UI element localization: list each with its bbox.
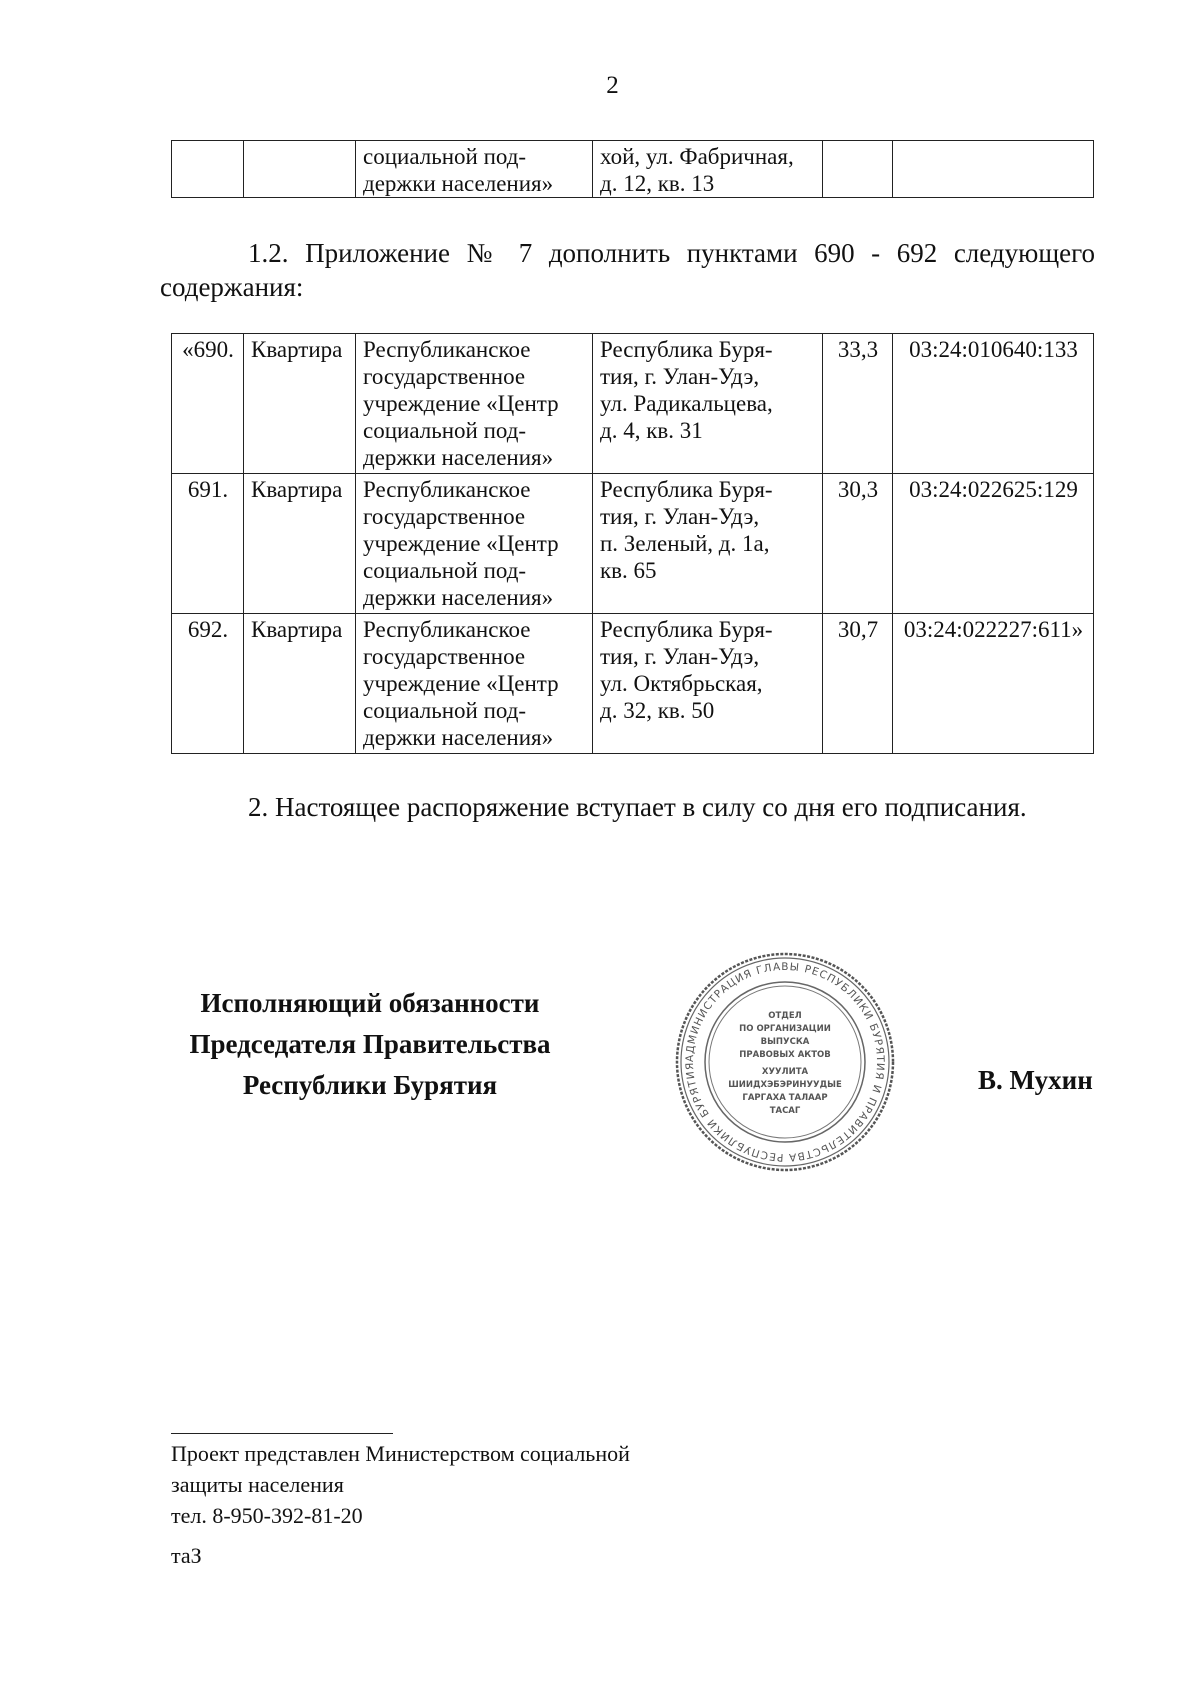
cell-area: 30,3 (823, 474, 893, 614)
table-row (172, 334, 1094, 474)
footnote-line: защиты населения (171, 1472, 344, 1497)
cell-line: Республиканское (363, 337, 531, 362)
cell-address (593, 334, 823, 474)
author-initials: таЗ (171, 1543, 202, 1568)
page-number: 2 (606, 72, 619, 99)
cell-line: п. Зеленый, д. 1а, (600, 531, 770, 556)
cell-item-number: 691. (172, 474, 244, 614)
seal-line: ОТДЕЛ (768, 1011, 802, 1021)
signatory-title (160, 983, 580, 1106)
cell-line: д. 32, кв. 50 (600, 698, 715, 723)
seal-outer-text: АДМИНИСТРАЦИЯ ГЛАВЫ РЕСПУБЛИКИ БУРЯТИЯ И ПРАВИТЕЛЬСТВА РЕСПУБЛИКИ БУРЯТИЯ (683, 960, 887, 1164)
cell-cadastral-number: 03:24:022625:129 (893, 474, 1094, 614)
cell-holder (356, 334, 593, 474)
cell-line: держки населения» (363, 725, 554, 750)
cell-line: Республиканское (363, 477, 531, 502)
signatory-title-line: Республики Бурятия (242, 1070, 498, 1100)
cell-object-type: Квартира (244, 614, 356, 754)
cell-line: держки населения» (363, 445, 554, 470)
cell-line: держки населения» (363, 171, 554, 196)
signatory-name: В. Мухин (978, 1065, 1093, 1095)
seal-line: ШИИДХЭБЭРИНУУДЫЕ (728, 1080, 842, 1090)
cell-address (593, 614, 823, 754)
cell-object-type: Квартира (244, 334, 356, 474)
footnote-divider (171, 1433, 393, 1434)
cell-line: кв. 65 (600, 558, 657, 583)
seal-line: ХУУЛИТА (761, 1067, 809, 1077)
cell-object-type (244, 141, 356, 198)
seal-line: ПРАВОВЫХ АКТОВ (739, 1050, 831, 1060)
cell-cadastral-number (893, 141, 1094, 198)
seal-line: ВЫПУСКА (760, 1037, 810, 1047)
cell-line: социальной под- (363, 418, 527, 443)
cell-cadastral-number: 03:24:010640:133 (893, 334, 1094, 474)
seal-line: ГАРГАХА ТАЛААР (742, 1093, 828, 1103)
cell-line: хой, ул. Фабричная, (600, 144, 794, 169)
cell-line: социальной под- (363, 558, 527, 583)
signatory-title-line: Председателя Правительства (189, 1029, 551, 1059)
cell-item-number: 692. (172, 614, 244, 754)
footnote (171, 1438, 630, 1531)
cell-cadastral-number: 03:24:022227:611» (893, 614, 1094, 754)
cell-line: учреждение «Центр (363, 671, 559, 696)
cell-address (593, 141, 823, 198)
cell-area: 33,3 (823, 334, 893, 474)
cell-line: государственное (363, 644, 526, 669)
cell-line: д. 4, кв. 31 (600, 418, 703, 443)
property-table-continued (171, 140, 1094, 198)
seal-line: ТАСАГ (769, 1106, 801, 1116)
cell-line: государственное (363, 364, 526, 389)
cell-address (593, 474, 823, 614)
footnote-line: Проект представлен Министерством социальной (171, 1441, 630, 1466)
cell-line: тия, г. Улан-Удэ, (600, 644, 760, 669)
cell-line: ул. Радикальцева, (600, 391, 773, 416)
cell-line: учреждение «Центр (363, 391, 559, 416)
cell-line: социальной под- (363, 698, 527, 723)
cell-area: 30,7 (823, 614, 893, 754)
cell-line: тия, г. Улан-Удэ, (600, 364, 760, 389)
cell-line: учреждение «Центр (363, 531, 559, 556)
cell-line: государственное (363, 504, 526, 529)
cell-object-type: Квартира (244, 474, 356, 614)
cell-line: Республика Буря- (600, 477, 773, 502)
cell-item-number (172, 141, 244, 198)
table-row (172, 474, 1094, 614)
cell-line: тия, г. Улан-Удэ, (600, 504, 760, 529)
cell-line: ул. Октябрьская, (600, 671, 763, 696)
svg-text:АДМИНИСТРАЦИЯ ГЛАВЫ РЕСПУБЛИКИ (684, 961, 886, 1163)
cell-line: Республика Буря- (600, 337, 773, 362)
cell-line: держки населения» (363, 585, 554, 610)
paragraph-effective-date: 2. Настоящее распоряжение вступает в силу со дня его подписания. (248, 792, 1027, 822)
cell-holder (356, 614, 593, 754)
cell-item-number: «690. (172, 334, 244, 474)
property-table-additions (171, 333, 1094, 754)
seal-line: ПО ОРГАНИЗАЦИИ (739, 1024, 831, 1034)
cell-holder (356, 474, 593, 614)
table-row (172, 614, 1094, 754)
paragraph-amendment: 1.2. Приложение № 7 дополнить пунктами 690 - 692 следующего содержания: (160, 238, 1095, 302)
signatory-title-line: Исполняющий обязанности (200, 988, 540, 1018)
cell-line: Республиканское (363, 617, 531, 642)
cell-line: Республика Буря- (600, 617, 773, 642)
cell-line: социальной под- (363, 144, 527, 169)
footnote-line: тел. 8-950-392-81-20 (171, 1503, 363, 1528)
table-row (172, 141, 1094, 198)
cell-line: д. 12, кв. 13 (600, 171, 715, 196)
official-seal-stamp (675, 952, 895, 1172)
cell-holder (356, 141, 593, 198)
cell-area (823, 141, 893, 198)
